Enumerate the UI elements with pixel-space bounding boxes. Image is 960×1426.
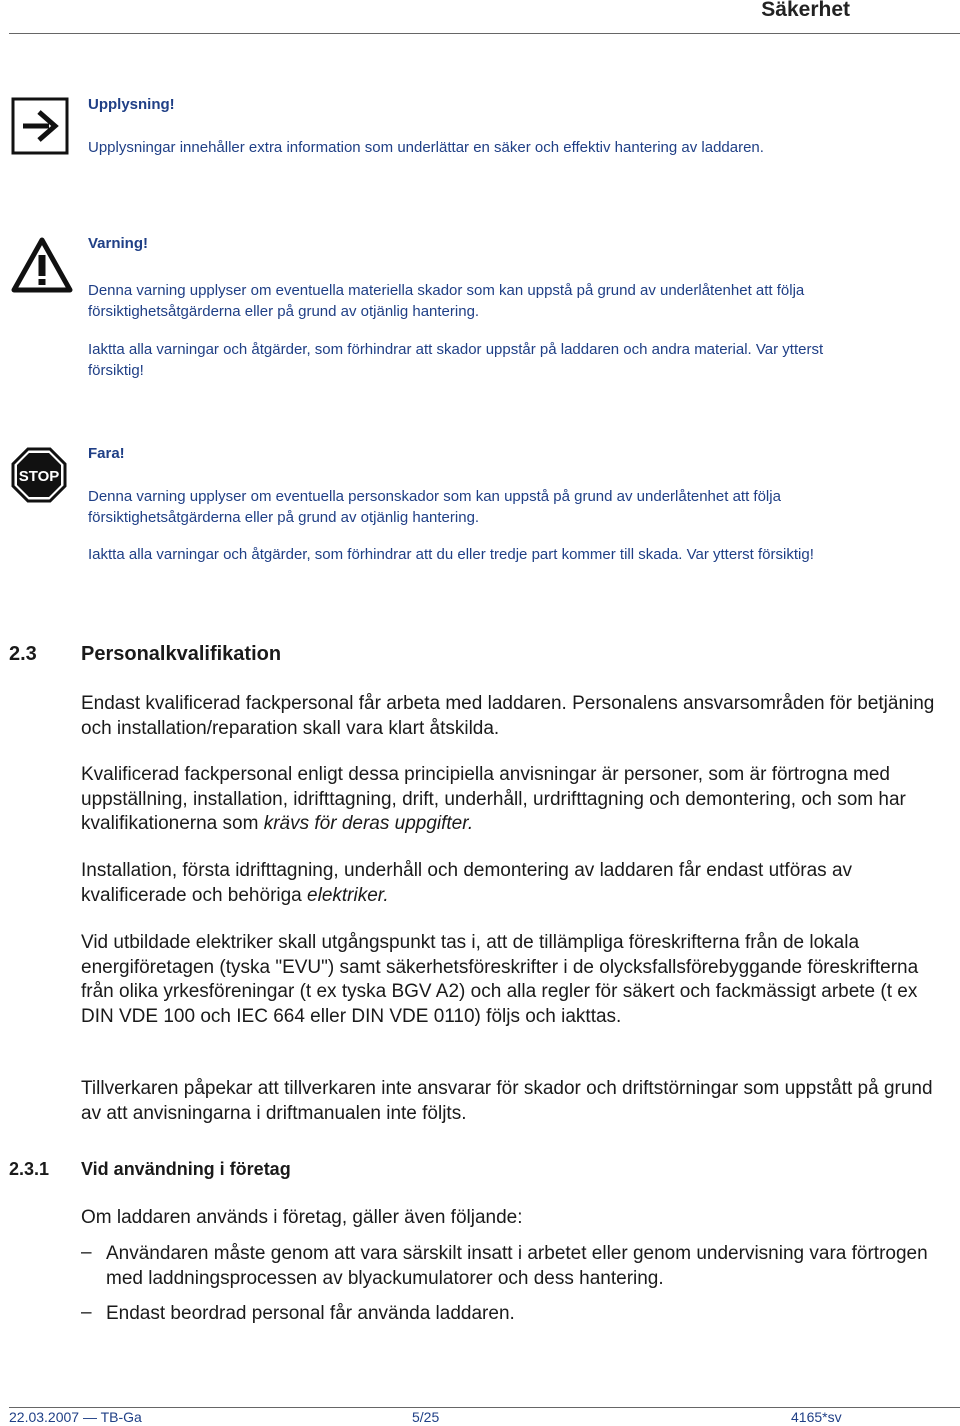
paragraph-3-emphasis: elektriker.	[307, 884, 389, 906]
subsection-number: 2.3.1	[9, 1159, 50, 1179]
header-section-title: Säkerhet	[761, 0, 850, 21]
section-number: 2.3	[9, 643, 37, 665]
warning-notice-text-2: Iaktta alla varningar och åtgärder, som förhindrar att skador uppstår på laddaren och andra material. Var ytterst försiktig!	[88, 341, 824, 379]
danger-notice-title: Fara!	[88, 445, 125, 462]
danger-notice-text-2: Iaktta alla varningar och åtgärder, som förhindrar att du eller tredje part kommer till skada. Var ytterst försiktig!	[88, 546, 814, 563]
section-paragraph-2	[81, 763, 951, 837]
list-item: Endast beordrad personal får använda laddaren.	[106, 1303, 515, 1324]
footer-date-author: 22.03.2007 — TB-Ga	[9, 1409, 142, 1425]
info-notice-text: Upplysningar innehåller extra information som underlättar en säker och effektiv hantering av laddaren.	[88, 139, 764, 156]
warning-notice-title: Varning!	[88, 235, 149, 252]
list-item: Användaren måste genom att vara särskilt insatt i arbetet eller genom undervisning vara förtrogen med laddningsprocessen av blyackumulatorer och dess hantering.	[106, 1243, 928, 1289]
warning-notice-text-1: Denna varning upplyser om eventuella materiella skador som kan uppstå på grund av underlåtenhet att följa försiktighetsåtgärderna eller på grund av otjänlig hantering.	[88, 282, 805, 320]
paragraph-2-text: Kvalificerad fackpersonal enligt dessa principiella anvisningar är personer, som är förtrogna med uppställning, installation, idrifttagning, drift, underhåll, urdrifttagning och demontering, och som har kvalifikationerna som	[81, 764, 906, 834]
bullet-dash: –	[81, 1242, 92, 1263]
warning-triangle-icon	[11, 237, 73, 293]
footer-document-code: 4165*sv	[791, 1409, 842, 1425]
section-paragraph-5: Tillverkaren påpekar att tillverkaren inte ansvarar för skador och driftstörningar som uppstått på grund av att anvisningarna i driftmanualen inte följts.	[81, 1078, 933, 1124]
subsection-title: Vid användning i företag	[81, 1159, 291, 1179]
section-paragraph-4: Vid utbildade elektriker skall utgångspunkt tas i, att de tillämpliga föreskrifterna från de lokala energiföretagen (tyska "EVU") samt säkerhetsföreskrifter i de olycksfallsförebyggande föreskrifterna från olika yrkesföreningar (t ex tyska BGV A2) och alla regler för säkert och fackmässigt arbete (t ex DIN VDE 100 och IEC 664 eller DIN VDE 0110) följs och iakttas.	[81, 932, 919, 1027]
section-paragraph-3	[81, 859, 951, 908]
arrow-right-icon	[11, 97, 69, 155]
section-title: Personalkvalifikation	[81, 643, 282, 665]
info-notice-title: Upplysning!	[88, 96, 175, 113]
paragraph-3-text: Installation, första idrifttagning, underhåll och demontering av laddaren får endast utföras av kvalificerade och behöriga	[81, 860, 853, 906]
subsection-intro: Om laddaren används i företag, gäller även följande:	[81, 1207, 523, 1228]
header-divider	[9, 33, 960, 34]
footer-page-number: 5/25	[412, 1409, 440, 1425]
stop-sign-text: STOP	[18, 468, 60, 485]
stop-sign-icon	[11, 447, 67, 503]
footer-divider	[9, 1407, 960, 1408]
section-paragraph-1: Endast kvalificerad fackpersonal får arbeta med laddaren. Personalens ansvarsområden för betjäning och installation/reparation skall vara klart åtskilda.	[81, 693, 935, 739]
paragraph-2-emphasis: krävs för deras uppgifter.	[263, 813, 474, 834]
bullet-dash: –	[81, 1302, 92, 1323]
danger-notice-text-1: Denna varning upplyser om eventuella personskador som kan uppstå på grund av underlåtenhet att följa försiktighetsåtgärderna eller på grund av otjänlig hantering.	[88, 488, 781, 526]
